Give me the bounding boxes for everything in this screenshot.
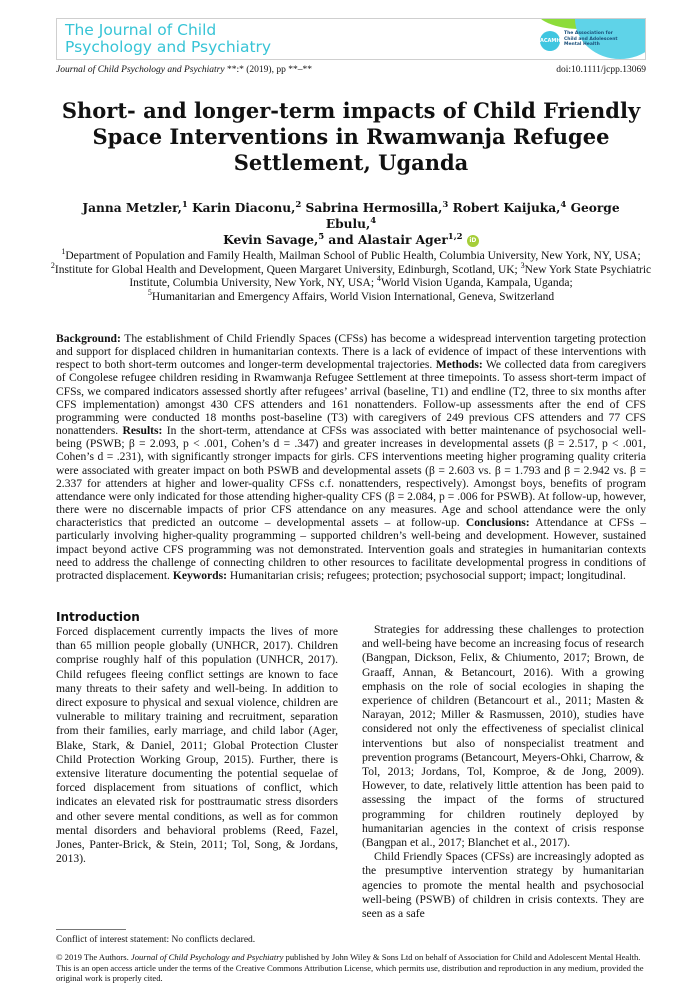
author: and Alastair Ager$^{1,2}$ [328, 231, 463, 247]
article-title: Short- and longer-term impacts of Child Friendly Space Interventions in Rwamwanja Refugee Settlement, Uganda [61, 98, 641, 175]
body-paragraph: Forced displacement currently impacts the lives of more than 65 million people globally (UNHCR, 2017). Children comprise roughly half of this population (UNHCR, 2017). Child refugees fleeing conflict settings are known to face many threats to their safety and well-being. In addition to direct exposure to physical and sexual violence, children are vulnerable to military training and recruitment, separation from their families, early marriage, and child labor (Ager, Blake, Stark, & Daniel, 2011; Global Protection Cluster Child Protection Working Group, 2015). Further, there is extensive literature documenting the potential sequelae of forced displacement from situations of conflict, which indicates an elevated risk for posttraumatic stress disorders and other severe mental conditions, as well as for common mental disorders and behavioral problems (Reed, Fazel, Jones, Panter-Brick, & Stein, 2011; Tol, Song, & Jordans, 2013). [56, 624, 338, 866]
doi[interactable]: doi:10.1111/jcpp.13069 [556, 65, 646, 75]
section-heading-introduction: Introduction [56, 609, 140, 624]
acamh-caption: The Association for Child and Adolescent Mental Health [564, 31, 618, 47]
right-column [362, 610, 644, 921]
author: Karin Diaconu,$^2$ [192, 199, 302, 215]
body-columns [56, 610, 644, 921]
body-paragraph: Strategies for addressing these challenges to protection and well-being have become an increasing focus of research (Bangpan, Dickson, Felix, & Chiumento, 2017; Brown, de Graaff, Annan, & Betancourt, 2016). With a growing emphasis on the role of social ecologies in shaping the experience of children (Betancourt et al., 2011; Masten & Narayan, 2012; Miller & Rasmussen, 2010), studies have considered not only the effectiveness of specialist clinical interventions but also of nonspecialist treatment and prevention programs (Betancourt, Meyers-Ohki, Charrow, & Tol, 2013; Jordans, Tol, Komproe, & de Jong, 2009). However, to date, relatively little attention has been paid to assessing the impact of the forms of structured programming for children routinely deployed by humanitarian agencies in the context of crisis response (Bangpan et al., 2017; Blanchet et al., 2017). [362, 622, 644, 850]
citation-volume: **:* (2019), pp **–** [224, 65, 312, 75]
author: Robert Kaijuka,$^4$ [452, 199, 567, 215]
journal-name-line1: The Journal of Child [65, 21, 217, 39]
author: Sabrina Hermosilla,$^3$ [305, 199, 449, 215]
acamh-logo-icon: ACAMH [540, 31, 560, 51]
citation-journal: Journal of Child Psychology and Psychiatry [56, 65, 225, 75]
author-list [61, 200, 641, 248]
author: Janna Metzler,$^1$ [82, 199, 188, 215]
license-text: This is an open access article under the terms of the Creative Commons Attribution License, which permits use, distribution and reproduction in any medium, provided the original work is properly cited. [56, 962, 644, 983]
affiliations: $^1$Department of Population and Family Health, Mailman School of Public Health, Columbia University, New York, NY, USA; $^2$Institute for Global Health and Development, Queen Margaret University, Edinburgh, Scotland, UK; $^3$New York State Psychiatric Institute, Columbia University, New York, NY, USA; $^4$World Vision Uganda, Kampala, Uganda; $^5$Humanitarian and Emergency Affairs, World Vision International, Geneva, Switzerland [50, 247, 652, 303]
body-paragraph: Child Friendly Spaces (CFSs) are increasingly adopted as the presumptive intervention strategy by humanitarian agencies to promote the mental health and psychosocial well-being (PSWB) of children in crisis contexts. They are seen as a safe [362, 850, 644, 921]
orcid-icon[interactable]: iD [467, 235, 479, 247]
citation [56, 64, 312, 76]
journal-name-line2: Psychology and Psychiatry [65, 38, 272, 56]
abstract: Background: The establishment of Child Friendly Spaces (CFSs) has become a widespread intervention targeting protection and support for displaced children in humanitarian contexts. There is a lack of evidence of impact of these interventions with respect to both short-term outcomes and longer-term developmental trajectories. Methods: We collected data from caregivers of Congolese refugee children residing in Rwamwanja Refugee Settlement at three timepoints. To assess short-term impact of CFSs, we compared indicators assessed shortly after refugees’ arrival (baseline, T1) and endline (T2, three to six months after CFS implementation) amongst 430 CFS attenders and 161 nonattenders. Follow-up assessments after the end of CFS programming were conducted 18 months post-baseline (T3) with caregivers of 249 previous CFS attenders and 77 CFS nonattenders. Results: In the short-term, attendance at CFSs was associated with better maintenance of psychosocial well-being (PSWB; β = 2.093, p < .001, Cohen’s d = .347) and greater increases in developmental assets (β = 2.517, p < .001, Cohen’s d = .231), with significantly stronger impacts for girls. CFS interventions meeting higher programing quality criteria were associated with greater impact on both PSWB and developmental assets (β = 2.603 vs. β = 1.793 and β = 2.942 vs. β = 2.337 for attenders at higher and lower-quality CFSs c.f. nonattenders, respectively). Amongst boys, benefits of program attendance were only indicated for those attending higher-quality CFS (β = 2.084, p = .006 for PSWB). At follow-up, however, there were no discernable impacts of prior CFS attendance on any measures. Age and school attendance were the only characteristics that predicted an outcome – developmental assets – at follow-up. Conclusions: Attendance at CFSs – particularly involving higher-quality programming – supported children’s well-being and development. However, sustained impact beyond active CFS programming was not demonstrated. Intervention goals and strategies in humanitarian contexts need to address the challenge of connecting children to other resources to facilitate developmental progress in conditions of protracted displacement. Keywords: Humanitarian crisis; refugees; protection; psychosocial support; impact; longitudinal. [56, 332, 647, 582]
running-head [56, 64, 646, 76]
journal-banner [56, 18, 646, 60]
author: Kevin Savage,$^5$ [223, 231, 325, 247]
conflict-of-interest-note: Conflict of interest statement: No conflicts declared. [56, 935, 256, 946]
author: George Ebulu,$^4$ [325, 201, 620, 231]
copyright-notice: © 2019 The Authors. Journal of Child Psychology and Psychiatry published by John Wiley & Sons Ltd on behalf of Association for Child and Adolescent Mental Health. This is an open access article under the terms of the Creative Commons Attribution License, which permits use, distribution and reproduction in any medium, provided the original work is properly cited. [56, 952, 644, 983]
journal-name [65, 22, 271, 56]
footnote-divider [56, 929, 126, 930]
left-column [56, 610, 338, 866]
